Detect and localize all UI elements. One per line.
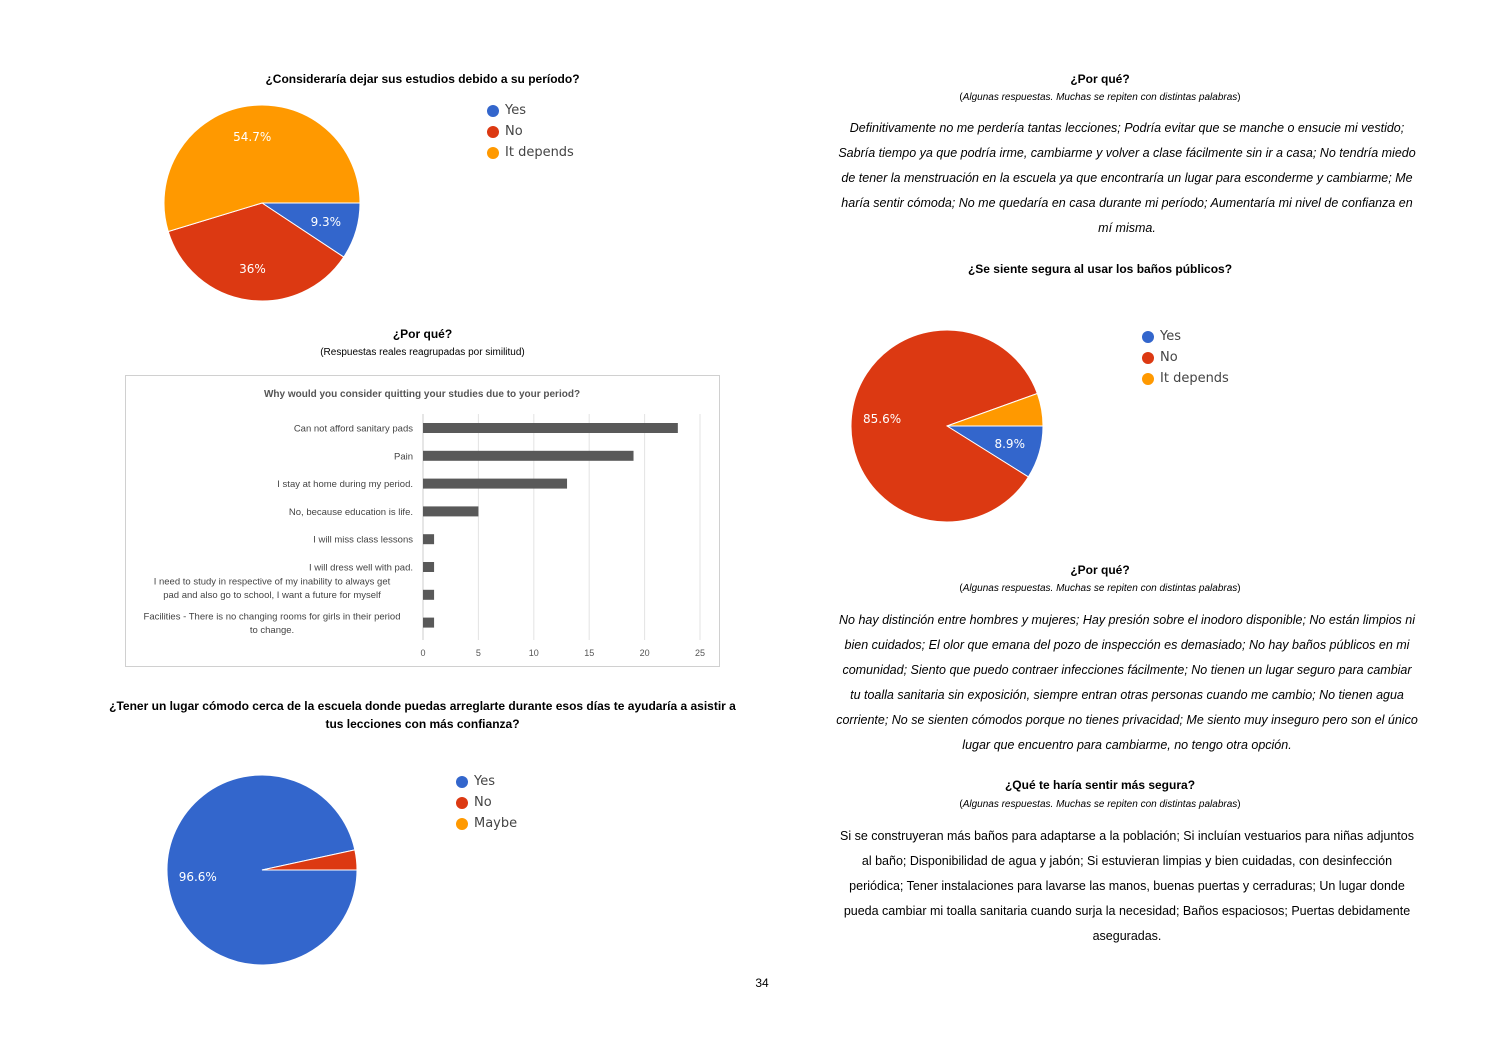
why3-subtitle [830,583,1370,594]
why2-line: Definitivamente no me perdería tantas lecciones; Podría evitar que se manche o ensucie mi vestido; [849,121,1405,135]
why2-line: haría sentir cómoda; No me quedaría en casa durante mi período; Aumentaría mi nivel de confianza en [841,196,1413,210]
q1-legend-label: No [505,124,523,139]
why3-subtitle-close: ) [1237,583,1241,594]
bar-x-tick-label: 5 [475,648,481,658]
q3-value-label: 85.6% [863,412,902,427]
why3-subtitle-open: ( [959,583,963,594]
q2-legend-item [456,792,517,813]
q1-value-label: 54.7% [233,130,272,145]
q1-legend [487,100,574,163]
q3-legend-swatch [1142,373,1154,385]
why2-line: Sabría tiempo ya que podría irme, cambiarme y volver a clase fácilmente sin ir a casa; No tendría miedo [838,146,1416,160]
q4-answers [812,824,1442,949]
why2-answers [812,116,1442,241]
q3-legend-label: Yes [1160,329,1181,344]
q4-subtitle-close: ) [1237,799,1241,810]
q1-legend-item [487,100,574,121]
q2-legend-label: Maybe [474,816,518,831]
q3-legend-label: No [1160,350,1178,365]
why3-answers [812,608,1442,758]
q1-value-label: 36% [239,261,266,276]
bar [423,506,478,516]
q4-line: periódica; Tener instalaciones para lavarse las manos, buenas puertas y cerraduras; Un lugar donde [849,879,1405,893]
q1-legend-label: Yes [505,103,526,118]
q3-value-label: 8.9% [994,437,1025,452]
q3-legend-item [1142,347,1229,368]
bar-category-label: I stay at home during my period. [277,479,413,491]
page-number: 34 [755,976,769,990]
q2-legend-label: No [474,795,492,810]
q3-legend-item [1142,326,1229,347]
why2-line: mí misma. [1098,221,1156,235]
bar-x-tick-label: 15 [584,648,595,658]
q2-pie-chart [160,768,365,973]
q2-legend-swatch [456,776,468,788]
bar-category-label: Facilities - There is no changing rooms for girls in their period to change. [143,611,401,636]
bar-x-tick-label: 20 [639,648,650,658]
q3-legend-label: It depends [1160,371,1229,386]
why3-title: ¿Por qué? [1070,563,1130,577]
why2-line: de tener la menstruación en la escuela ya que encontraría un lugar para esconderme y cambiarme; Me [841,171,1413,185]
q4-line: aseguradas. [1092,929,1162,943]
q3-legend-item [1142,368,1229,389]
q3-pie-chart [843,322,1051,530]
why3-line: No hay distinción entre hombres y mujeres; Hay presión sobre el inodoro disponible; No están limpios ni [839,613,1415,627]
q4-subtitle-open: ( [959,799,963,810]
why3-line: bien cuidados; El olor que emana del pozo de inspección es demasiado; No hay baños públicos en mi [844,638,1410,652]
q2-legend-swatch [456,818,468,830]
q4-line: al baño; Disponibilidad de agua y jabón; Si estuvieran limpias y bien cuidadas, con desinfección [861,854,1393,868]
q4-subtitle-text: Algunas respuestas. Muchas se repiten con distintas palabras [962,799,1238,810]
q3-legend-swatch [1142,331,1154,343]
q2-legend-item [456,813,517,834]
q4-line: Si se construyeran más baños para adaptarse a la población; Si incluían vestuarios para niñas adjuntos [840,829,1414,843]
q1-legend-item [487,142,574,163]
q3-title: ¿Se siente segura al usar los baños públicos? [967,262,1233,276]
why3-subtitle-text: Algunas respuestas. Muchas se repiten con distintas palabras [962,583,1238,594]
bar [423,534,434,544]
q1-legend-swatch [487,105,499,117]
bar [423,479,567,489]
bar-category-label: Pain [393,451,413,463]
bar [423,451,634,461]
why3-line: comunidad; Siento que puedo contraer infecciones fácilmente; No tienen un lugar seguro para cambiar [842,663,1412,677]
bar-chart-frame [125,375,720,667]
q2-title-line1: ¿Tener un lugar cómodo cerca de la escuela donde puedas arreglarte durante esos días te ayudaría a asistir a [109,699,736,713]
q2-legend-label: Yes [474,774,495,789]
q2-value-label: 96.6% [178,869,217,884]
why2-subtitle-close: ) [1237,92,1241,103]
q1-legend-swatch [487,126,499,138]
q1-value-label: 9.3% [310,215,342,230]
q3-legend [1142,326,1229,389]
bar-chart [126,376,719,666]
q2-legend [456,771,517,834]
bar-category-label: I will dress well with pad. [308,562,413,574]
why3-line: lugar que encuentro para cambiarme, no tengo otra opción. [962,738,1292,752]
why1-subtitle: (Respuestas reales reagrupadas por similitud) [320,347,525,358]
q2-legend-item [456,771,517,792]
bar-category-label: Can not afford sanitary pads [293,423,413,435]
q3-legend-swatch [1142,352,1154,364]
q2-legend-swatch [456,797,468,809]
bar [423,590,434,600]
q1-title: ¿Consideraría dejar sus estudios debido a su período? [265,72,580,86]
q4-subtitle [830,799,1370,810]
q1-legend-swatch [487,147,499,159]
why3-line: corriente; No se sienten cómodos porque no tienes privacidad; Me siento muy inseguro pero son el único [836,713,1418,727]
why2-subtitle [830,92,1370,103]
bar-x-tick-label: 25 [694,648,706,658]
bar-x-tick-label: 10 [528,648,539,658]
why3-line: tu toalla sanitaria sin exposición, siempre entran otras personas cuando me cambio; No tienen agua [850,688,1404,702]
bar [423,562,434,572]
q1-pie-chart [155,96,370,311]
why2-subtitle-text: Algunas respuestas. Muchas se repiten con distintas palabras [962,92,1238,103]
q4-line: pueda cambiar mi toalla sanitaria cuando surja la necesidad; Baños espaciosos; Puertas debidamente [843,904,1411,918]
q4-title: ¿Qué te haría sentir más segura? [1004,778,1196,792]
q2-title-line2: tus lecciones con más confianza? [325,717,520,731]
bar-category-label: I will miss class lessons [313,534,413,546]
bar-category-label: No, because education is life. [288,506,413,518]
q1-legend-label: It depends [505,145,574,160]
why2-title: ¿Por qué? [1070,72,1130,86]
why2-subtitle-open: ( [959,92,963,103]
bar [423,618,434,628]
bar-x-tick-label: 0 [420,648,426,658]
why1-title: ¿Por qué? [392,327,453,341]
bar-chart-title: Why would you consider quitting your studies due to your period? [263,389,581,400]
q1-legend-item [487,121,574,142]
bar-category-label: I need to study in respective of my inability to always get pad and also go to school, I want a future for myself [153,576,391,602]
bar [423,423,678,433]
